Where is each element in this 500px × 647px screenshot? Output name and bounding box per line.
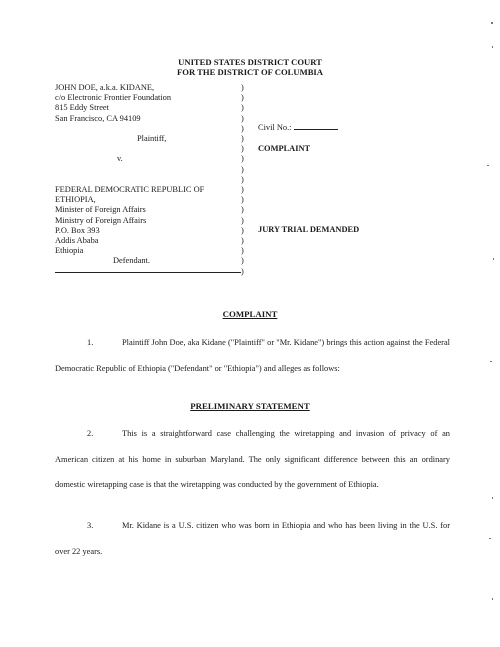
court-header [0, 57, 500, 77]
plaintiff-label: Plaintiff, [137, 134, 167, 144]
scan-speck [491, 22, 493, 24]
paragraph-3 [55, 513, 450, 564]
court-name: UNITED STATES DISTRICT COURT [178, 57, 322, 67]
defendant-address-line: Ministry of Foreign Affairs [55, 215, 147, 225]
scan-speck [493, 258, 494, 260]
complaint-title: COMPLAINT [222, 309, 278, 319]
civil-number-blank [294, 129, 338, 130]
scan-speck [489, 538, 491, 539]
paragraph-number: 3. [87, 521, 94, 530]
paragraph-1 [55, 330, 450, 381]
paragraph-number: 2. [87, 429, 94, 438]
defendant-name: FEDERAL DEMOCRATIC REPUBLIC OF [55, 185, 205, 195]
caption-parentheses: ) ) ) ) ) ) ) ) ) ) ) ) ) ) ) ) ) ) ) [241, 83, 244, 276]
caption-divider [55, 272, 241, 273]
civil-number-label: Civil No.: [258, 123, 292, 132]
plaintiff-address-line: c/o Electronic Frontier Foundation [55, 93, 172, 103]
civil-number [258, 123, 338, 133]
scan-speck [492, 46, 493, 48]
defendant-address-line: Addis Ababa [55, 236, 99, 246]
defendant-label: Defendant. [113, 256, 150, 266]
case-caption-parties [55, 83, 245, 267]
defendant-address-line: Minister of Foreign Affairs [55, 205, 146, 215]
paragraph-text: Plaintiff John Doe, aka Kidane ("Plaintiff" or "Mr. Kidane") brings this action against the Federal Democratic Republic of Ethiopia ("Defendant" or "Ethiopia") and alleges as follows: [55, 338, 450, 373]
complaint-label: COMPLAINT [258, 144, 311, 153]
scan-speck [490, 361, 492, 362]
jury-demand-label: JURY TRIAL DEMANDED [258, 225, 360, 234]
plaintiff-address-line: 815 Eddy Street [55, 103, 109, 113]
defendant-name: ETHIOPIA, [55, 195, 96, 205]
court-district: FOR THE DISTRICT OF COLUMBIA [177, 67, 323, 77]
scan-speck [492, 598, 493, 600]
section-title: PRELIMINARY STATEMENT [190, 401, 310, 411]
versus-label: v. [117, 154, 123, 164]
paragraph-text: This is a straightforward case challenging the wiretapping and invasion of privacy of an American citizen at his home in suburban Maryland. The only significant difference between this an ordinary domestic wiretapping case is that the wiretapping was conducted by the government of Ethiopia. [55, 429, 450, 489]
scan-speck [487, 165, 489, 166]
scan-speck [492, 497, 493, 499]
paragraph-text: Mr. Kidane is a U.S. citizen who was born in Ethiopia and who has been living in the U.S. for over 22 years. [55, 521, 450, 556]
plaintiff-name: JOHN DOE, a.k.a. KIDANE, [55, 83, 155, 92]
defendant-address-line: P.O. Box 393 [55, 225, 100, 235]
paragraph-2 [55, 421, 450, 498]
plaintiff-address-line: San Francisco, CA 94109 [55, 113, 141, 123]
paragraph-number: 1. [87, 338, 94, 347]
defendant-address-line: Ethiopia [55, 246, 84, 256]
